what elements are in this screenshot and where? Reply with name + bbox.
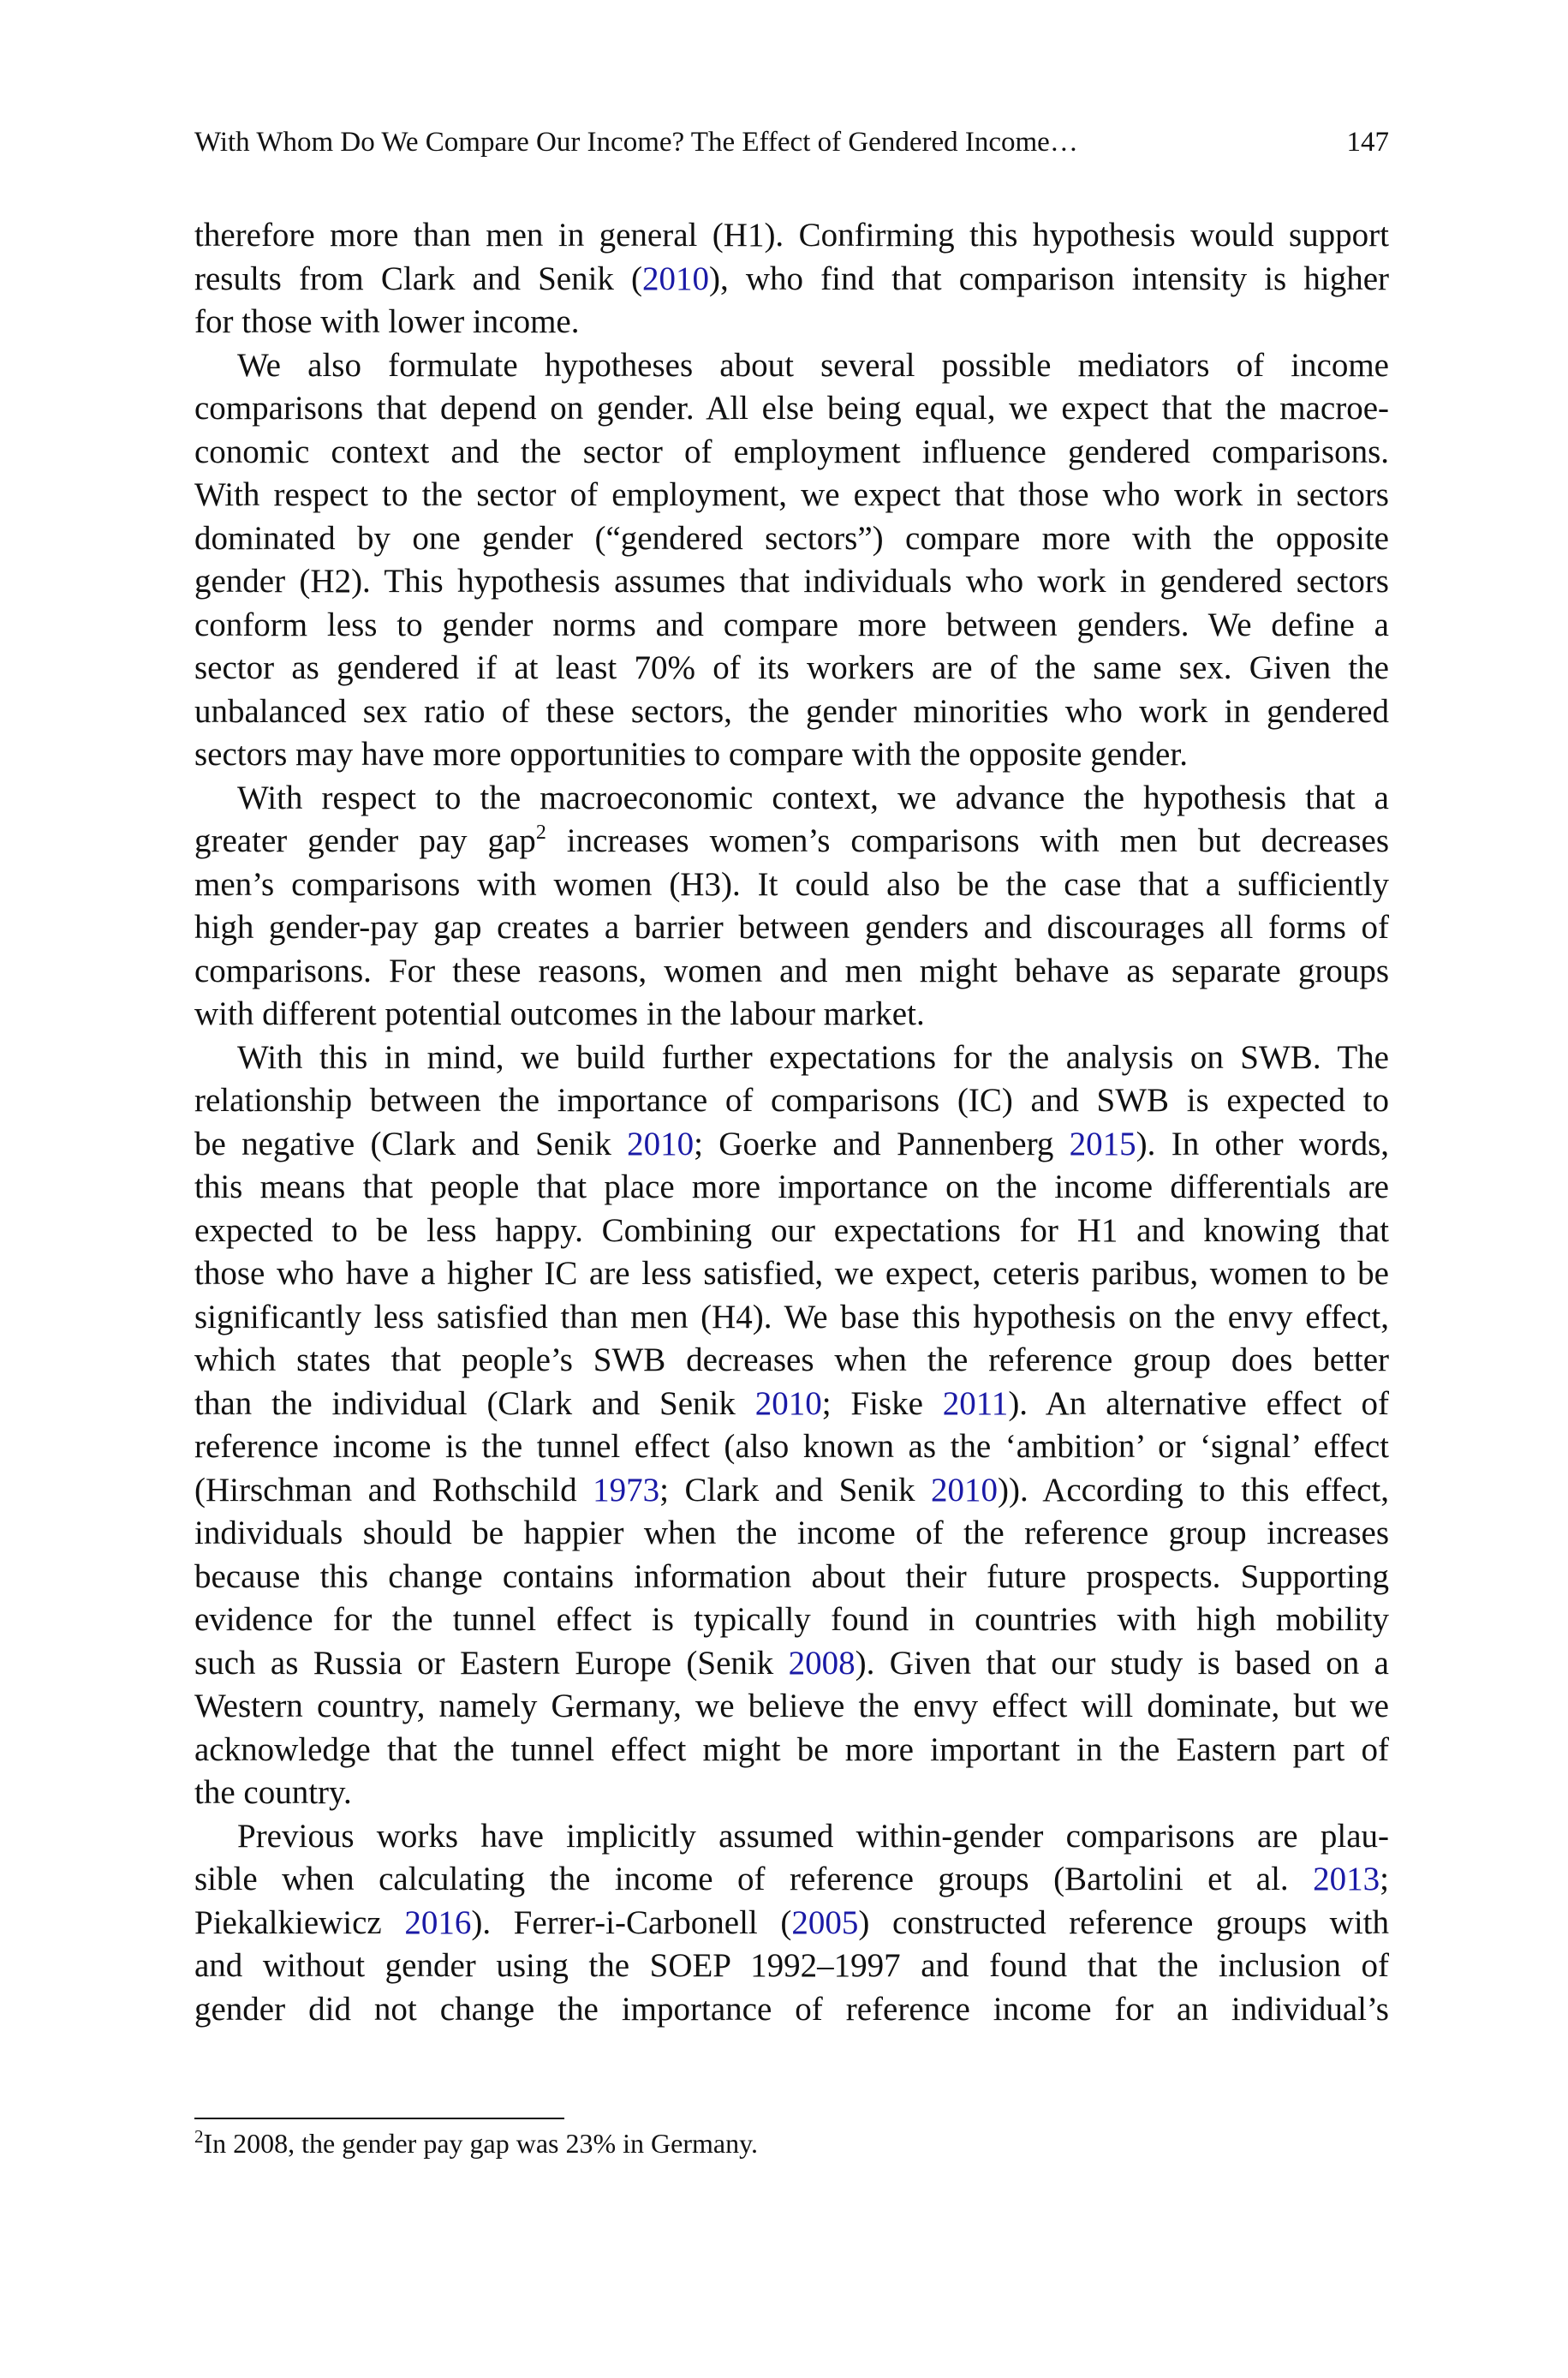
line-text [194, 301, 579, 344]
line-text [194, 1556, 1389, 1599]
text-line [194, 214, 1389, 258]
line-text [194, 1598, 1389, 1642]
citation-year-link[interactable]: 2008 [788, 1644, 856, 1682]
line-text [237, 1037, 1389, 1080]
text-run: relationship between the importance of comparisons (IC) and SWB is expected to [194, 1082, 1389, 1119]
text-line [194, 1123, 1389, 1167]
line-text [194, 431, 1389, 475]
text-run: sible when calculating the income of reference groups (Bartolini et al. [194, 1861, 1314, 1897]
line-text [194, 1339, 1389, 1383]
line-text [194, 1252, 1389, 1296]
text-line [194, 431, 1389, 475]
text-run: ) constructed reference groups with [858, 1903, 1389, 1941]
text-run: significantly less satisfied than men (H4). We base this hypothesis on the envy effect, [194, 1298, 1389, 1335]
line-text [194, 387, 1389, 431]
text-line [194, 517, 1389, 561]
text-run: )). According to this effect, [998, 1471, 1389, 1509]
text-run: ). In other words, [1136, 1125, 1389, 1162]
line-text [194, 517, 1389, 561]
text-line [194, 1037, 1389, 1080]
text-line [194, 733, 1389, 777]
text-line [194, 777, 1389, 821]
text-run: for those with lower income. [194, 303, 580, 340]
text-run: With this in mind, we build further expectations for the analysis on SWB. The [237, 1038, 1389, 1076]
line-text [194, 474, 1389, 517]
text-run: ). Given that our study is based on a [855, 1644, 1389, 1682]
text-run: the country. [194, 1774, 352, 1811]
text-line [194, 1469, 1389, 1513]
line-text [194, 1425, 1389, 1469]
text-run: ). Ferrer-i-Carbonell ( [471, 1903, 792, 1941]
line-text [194, 1383, 1389, 1426]
text-run: with different potential outcomes in the labour market. [194, 995, 925, 1032]
text-run: increases women’s comparisons with men but decreases [546, 822, 1390, 859]
citation-year-link[interactable]: 2011 [942, 1384, 1009, 1422]
text-run: results from Clark and Senik ( [194, 260, 643, 297]
line-text [194, 604, 1389, 648]
text-line [194, 993, 1389, 1037]
text-run: sectors may have more opportunities to compare with the opposite gender. [194, 736, 1188, 773]
line-text [194, 863, 1389, 907]
body-text [194, 214, 1389, 2031]
text-line [194, 906, 1389, 950]
text-line [194, 1166, 1389, 1210]
footnote-reference[interactable]: 2 [535, 822, 546, 844]
text-line [194, 1296, 1389, 1340]
text-line [194, 301, 1389, 344]
line-text [194, 1945, 1389, 1988]
line-text [194, 560, 1389, 604]
text-run: ; Clark and Senik [659, 1471, 932, 1509]
line-text [194, 258, 1389, 302]
line-text [194, 1858, 1389, 1902]
citation-year-link[interactable]: 2010 [642, 260, 710, 297]
text-line [194, 1425, 1389, 1469]
text-run: expected to be less happy. Combining our expectations for H1 and knowing that [194, 1211, 1389, 1249]
line-text [237, 344, 1389, 388]
line-text [194, 1512, 1389, 1556]
running-title: With Whom Do We Compare Our Income? The Effect of Gendered Income… [194, 127, 1078, 158]
running-header [194, 125, 1389, 159]
text-run: acknowledge that the tunnel effect might be more important in the Eastern part of [194, 1730, 1389, 1768]
text-run: comparisons. For these reasons, women and men might behave as separate groups [194, 952, 1389, 989]
text-run: which states that people’s SWB decreases when the reference group does better [194, 1341, 1389, 1378]
line-text [194, 1166, 1389, 1210]
text-line [194, 820, 1389, 863]
text-line [194, 387, 1389, 431]
line-text [194, 1642, 1389, 1686]
text-line [194, 1252, 1389, 1296]
citation-year-link[interactable]: 2010 [754, 1384, 822, 1422]
text-run: be negative (Clark and Senik [194, 1125, 628, 1162]
text-run: (Hirschman and Rothschild [194, 1471, 593, 1509]
text-line [194, 1685, 1389, 1729]
text-line [194, 863, 1389, 907]
text-run: because this change contains information about their future prospects. Supporting [194, 1557, 1389, 1595]
text-run: dominated by one gender (“gendered sectors”) compare more with the opposite [194, 519, 1389, 557]
page-number: 147 [1346, 127, 1389, 158]
line-text [194, 1123, 1389, 1167]
text-line [194, 1988, 1389, 2032]
text-line [194, 474, 1389, 517]
line-text [194, 1988, 1389, 2032]
text-run: comparisons that depend on gender. All else being equal, we expect that the macroe- [194, 390, 1389, 427]
line-text [194, 733, 1188, 777]
line-text [194, 1772, 352, 1815]
footnote [194, 2126, 758, 2160]
text-run: ), who find that comparison intensity is higher [709, 260, 1389, 297]
text-run: unbalanced sex ratio of these sectors, the gender minorities who work in gendered [194, 692, 1389, 730]
text-run: this means that people that place more importance on the income differentials are [194, 1168, 1389, 1205]
text-line [194, 1642, 1389, 1686]
text-line [194, 560, 1389, 604]
text-run: those who have a higher IC are less satisfied, we expect, ceteris paribus, women to be [194, 1255, 1389, 1292]
text-line [194, 1902, 1389, 1945]
text-run: ; Goerke and Pannenberg [694, 1125, 1070, 1162]
text-line [194, 344, 1389, 388]
text-run: gender (H2). This hypothesis assumes that individuals who work in gendered sectors [194, 563, 1389, 600]
text-run: With respect to the sector of employment, we expect that those who work in sectors [194, 476, 1389, 513]
text-run: Piekalkiewicz [194, 1903, 405, 1941]
citation-year-link[interactable]: 2015 [1069, 1125, 1136, 1162]
text-run: individuals should be happier when the income of the reference group increases [194, 1515, 1389, 1551]
text-run: With respect to the macroeconomic context, we advance the hypothesis that a [237, 779, 1389, 816]
line-text [194, 820, 1389, 863]
text-line [194, 1858, 1389, 1902]
line-text [194, 647, 1389, 690]
footnote-marker: 2 [194, 2126, 204, 2147]
text-line [194, 1945, 1389, 1988]
footnote-divider [194, 2118, 564, 2119]
text-run: such as Russia or Eastern Europe (Senik [194, 1644, 789, 1682]
text-line [194, 950, 1389, 994]
text-run: gender did not change the importance of reference income for an individual’s [194, 1990, 1389, 2028]
text-run: conform less to gender norms and compare more between genders. We define a [194, 606, 1389, 643]
line-text [194, 1685, 1389, 1729]
text-run: Western country, namely Germany, we believe the envy effect will dominate, but we [194, 1688, 1389, 1724]
citation-year-link[interactable]: 2010 [931, 1471, 999, 1509]
line-text [194, 1210, 1389, 1253]
line-text [194, 906, 1389, 950]
footnote-text: In 2008, the gender pay gap was 23% in Germany. [203, 2128, 759, 2159]
line-text [194, 1902, 1389, 1945]
text-line [194, 604, 1389, 648]
citation-year-link[interactable]: 1973 [593, 1471, 660, 1509]
citation-year-link[interactable]: 2005 [791, 1903, 859, 1941]
text-line [194, 1556, 1389, 1599]
text-run: ; Fiske [821, 1384, 943, 1422]
citation-year-link[interactable]: 2016 [404, 1903, 472, 1941]
text-run: high gender-pay gap creates a barrier between genders and discourages all forms of [194, 909, 1389, 946]
line-text [194, 1469, 1389, 1513]
text-run: sector as gendered if at least 70% of its workers are of the same sex. Given the [194, 649, 1389, 686]
line-text [194, 993, 925, 1037]
citation-year-link[interactable]: 2013 [1313, 1861, 1380, 1897]
text-run: ). An alternative effect of [1008, 1384, 1389, 1422]
text-run: ; [1380, 1861, 1389, 1897]
text-run: therefore more than men in general (H1). Confirming this hypothesis would support [194, 217, 1389, 254]
line-text [194, 214, 1389, 258]
text-run: evidence for the tunnel effect is typically found in countries with high mobility [194, 1601, 1389, 1638]
text-run: greater gender pay gap [194, 822, 536, 859]
text-line [194, 1729, 1389, 1772]
text-run: conomic context and the sector of employment influence gendered comparisons. [194, 433, 1389, 470]
text-line [194, 1512, 1389, 1556]
text-run: and without gender using the SOEP 1992–1997 and found that the inclusion of [194, 1947, 1389, 1984]
text-line [194, 1339, 1389, 1383]
text-line [194, 1772, 1389, 1815]
line-text [194, 950, 1389, 994]
text-line [194, 690, 1389, 734]
line-text [194, 1296, 1389, 1340]
citation-year-link[interactable]: 2010 [627, 1125, 695, 1162]
line-text [237, 1815, 1389, 1859]
line-text [194, 690, 1389, 734]
text-line [194, 1598, 1389, 1642]
text-run: We also formulate hypotheses about several possible mediators of income [237, 346, 1389, 384]
line-text [194, 1079, 1389, 1123]
text-line [194, 1383, 1389, 1426]
line-text [194, 1729, 1389, 1772]
text-line [194, 1815, 1389, 1859]
text-line [194, 1210, 1389, 1253]
text-line [194, 647, 1389, 690]
text-run: men’s comparisons with women (H3). It could also be the case that a sufficiently [194, 865, 1389, 903]
text-run: reference income is the tunnel effect (also known as the ‘ambition’ or ‘signal’ effect [194, 1428, 1389, 1465]
text-line [194, 258, 1389, 302]
text-run: Previous works have implicitly assumed within-gender comparisons are plau- [237, 1817, 1389, 1855]
line-text [237, 777, 1389, 821]
text-run: than the individual (Clark and Senik [194, 1384, 755, 1422]
text-line [194, 1079, 1389, 1123]
